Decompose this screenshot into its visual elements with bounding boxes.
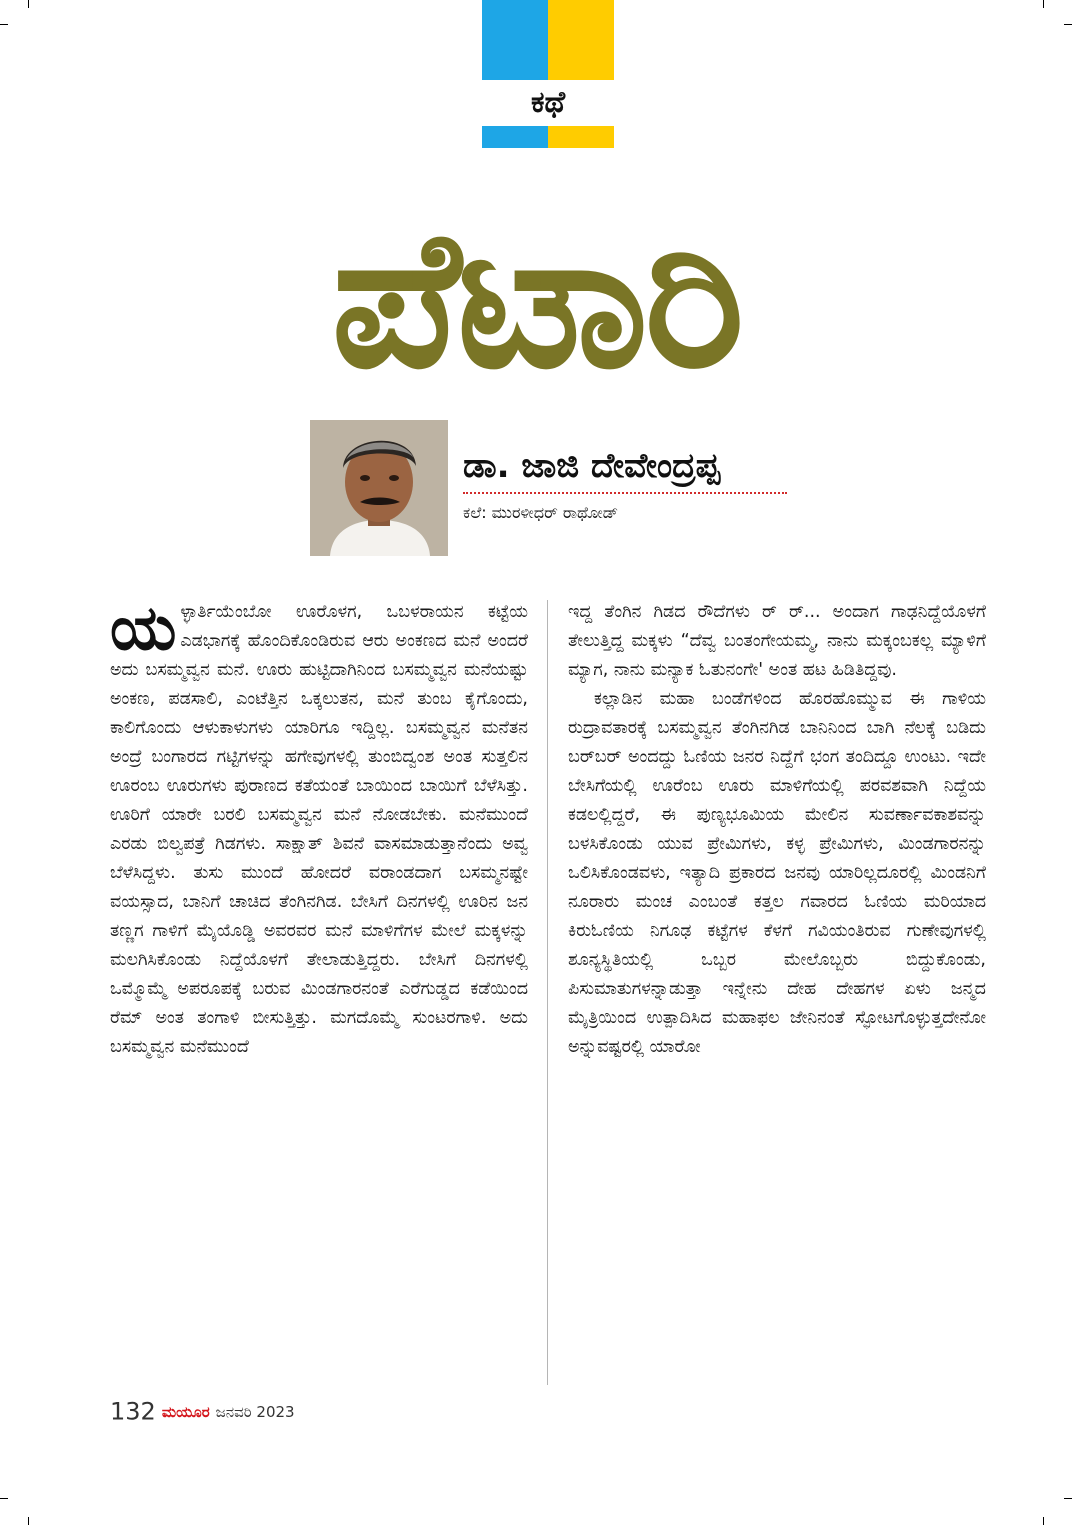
crop-mark (1043, 1517, 1044, 1525)
body-text: ಳ್ಳಾರ್ತಿಯೆಂಬೋ ಊರೊಳಗ, ಒಬಳರಾಯನ ಕಟ್ಟೆಯ ಎಡಭಾಗಕ್ಕೆ ಹೊಂದಿಕೊಂಡಿರುವ ಆರು ಅಂಕಣದ ಮನೆ ಅಂದರೆ ಅದು ಬಸಮ್ಮವ್ವನ ಮನೆ. ಊರು ಹುಟ್ಟಿದಾಗಿನಿಂದ ಬಸಮ್ಮವ್ವನ ಮನೆಯಷ್ಟು ಅಂಕಣ, ಪಡಸಾಲಿ, ಎಂಟೆತ್ತಿನ ಒಕ್ಕಲುತನ, ಮನೆ ತುಂಬ ಕೈಗೊಂದು, ಕಾಲಿಗೊಂದು ಆಳುಕಾಳುಗಳು ಯಾರಿಗೂ ಇದ್ದಿಲ್ಲ. ಬಸಮ್ಮವ್ವನ ಮನೆತನ ಅಂದ್ರೆ ಬಂಗಾರದ ಗಟ್ಟಿಗಳನ್ನು ಹಗೇವುಗಳಲ್ಲಿ ತುಂಬಿದ್ವಂಶ ಅಂತ ಸುತ್ತಲಿನ ಊರಂಬ ಊರುಗಳು ಪುರಾಣದ ಕತೆಯಂತೆ ಬಾಯಿಂದ ಬಾಯಿಗೆ ಬೆಳೆಸಿತ್ತು. ಊರಿಗೆ ಯಾರೇ ಬರಲಿ ಬಸಮ್ಮವ್ವನ ಮನೆ ನೋಡಬೇಕು. ಮನೆಮುಂದೆ ಎರಡು ಬಿಲ್ವಪತ್ರೆ ಗಿಡಗಳು. ಸಾಕ್ಷಾತ್ ಶಿವನೆ ವಾಸಮಾಡುತ್ತಾನೆಂದು ಅವ್ವ ಬೆಳೆಸಿದ್ದಳು. ತುಸು ಮುಂದೆ ಹೋದರೆ ವರಾಂಡದಾಗ ಬಸಮ್ಮನಷ್ಟೇ ವಯಸ್ಸಾದ, ಬಾನಿಗೆ ಚಾಚಿದ ತೆಂಗಿನಗಿಡ. ಬೇಸಿಗೆ ದಿನಗಳಲ್ಲಿ ಊರಿನ ಜನ ತಣ್ಣಗ ಗಾಳಿಗೆ ಮೈಯೊಡ್ಡಿ ಅವರವರ ಮನೆ ಮಾಳಿಗೆಗಳ ಮೇಲೆ ಮಕ್ಕಳನ್ನು ಮಲಗಿಸಿಕೊಂಡು ನಿದ್ದೆಯೊಳಗೆ ತೇಲಾಡುತ್ತಿದ್ದರು. ಬೇಸಿಗೆ ದಿನಗಳಲ್ಲಿ ಒಮ್ಮೊಮ್ಮೆ ಅಪರೂಪಕ್ಕೆ ಬರುವ ಮಿಂಡಗಾರನಂತೆ ಎರೆಗುಡ್ಡದ ಕಡೆಯಿಂದ ರೆಮ್ ಅಂತ ತಂಗಾಳಿ ಬೀಸುತ್ತಿತ್ತು. ಮಗದೊಮ್ಮೆ ಸುಂಟರಗಾಳಿ. ಅದು ಬಸಮ್ಮವ್ವನ ಮನೆಮುಂದೆ (110, 602, 528, 1057)
crop-mark (1043, 0, 1044, 8)
story-title: ಪೆಟಾರಿ (331, 189, 741, 410)
crop-mark (0, 24, 8, 25)
page-number: 132 (110, 1397, 156, 1426)
body-column-left (110, 591, 528, 1062)
logo-blue-bar (482, 126, 548, 148)
logo-yellow-bar (548, 126, 614, 148)
author-name: ಡಾ. ಜಾಜಿ ದೇವೇಂದ್ರಪ್ಪ (463, 446, 720, 486)
crop-mark (28, 1517, 29, 1525)
magazine-name: ಮಯೂರ (161, 1402, 210, 1421)
drop-cap: ಯ (110, 591, 177, 664)
body-paragraph: ಇದ್ದ ತೆಂಗಿನ ಗಿಡದ ರೌದೆಗಳು ರ್ ರ್... ಅಂದಾಗ ಗಾಢನಿದ್ದೆಯೊಳಗೆ ತೇಲುತ್ತಿದ್ದ ಮಕ್ಕಳು “ದೆವ್ವ ಬಂತಂಗೇಯಮ್ಮ, ನಾನು ಮಕ್ಕಂಬಕಲ್ಲ ಮ್ಯಾಳಿಗೆ ಮ್ಯಾಗ, ನಾನು ಮನ್ಯಾಕ ಓತುನಂಗೇ' ಅಂತ ಹಟ ಹಿಡಿತಿದ್ದವು. (568, 602, 986, 680)
crop-mark (28, 0, 29, 8)
logo-yellow-block (548, 0, 614, 80)
section-label: ಕಥೆ (530, 85, 566, 120)
illustration-credit: ಕಲೆ: ಮುರಳೀಧರ್ ರಾಥೋಡ್ (463, 503, 619, 522)
body-column-right (568, 598, 986, 1062)
body-paragraph: ಕಲ್ಲಾಡಿನ ಮಹಾ ಬಂಡೆಗಳಿಂದ ಹೊರಹೊಮ್ಮುವ ಈ ಗಾಳಿಯ ರುದ್ರಾವತಾರಕ್ಕೆ ಬಸಮ್ಮವ್ವನ ತೆಂಗಿನಗಿಡ ಬಾನಿನಿಂದ ಬಾಗಿ ನೆಲಕ್ಕೆ ಬಡಿದು ಬರ್‌ಬರ್ ಅಂದದ್ದು ಓಣಿಯ ಜನರ ನಿದ್ದೆಗೆ ಭಂಗ ತಂದಿದ್ದೂ ಉಂಟು. ಇದೇ ಬೇಸಿಗೆಯಲ್ಲಿ ಊರೆಂಬ ಊರು ಮಾಳಿಗೆಯಲ್ಲಿ ಪರವಶವಾಗಿ ನಿದ್ದೆಯ ಕಡಲಲ್ಲಿದ್ದರೆ, ಈ ಪುಣ್ಯಭೂಮಿಯ ಮೇಲಿನ ಸುವರ್ಣಾವಕಾಶವನ್ನು ಬಳಸಿಕೊಂಡು ಯುವ ಪ್ರೇಮಿಗಳು, ಕಳ್ಳ ಪ್ರೇಮಿಗಳು, ಮಿಂಡಗಾರನನ್ನು ಒಲಿಸಿಕೊಂಡವಳು, ಇತ್ಯಾದಿ ಪ್ರಕಾರದ ಜನವು ಯಾರಿಲ್ಲದೂರಲ್ಲಿ ಮಿಂಡನಿಗೆ ನೂರಾರು ಮಂಚ ಎಂಬಂತೆ ಕತ್ತಲ ಗವಾರದ ಓಣಿಯ ಮರಿಯಾದ ಕಿರುಓಣಿಯ ನಿಗೂಢ ಕಟ್ಟೆಗಳ ಕೆಳಗೆ ಗವಿಯಂತಿರುವ ಗುಣೇವುಗಳಲ್ಲಿ ಶೂನ್ಯಸ್ಥಿತಿಯಲ್ಲಿ ಒಬ್ಬರ ಮೇಲೊಬ್ಬರು ಬಿದ್ದುಕೊಂಡು, ಪಿಸುಮಾತುಗಳನ್ನಾಡುತ್ತಾ ಇನ್ನೇನು ದೇಹ ದೇಹಗಳ ಏಳು ಜನ್ಮದ ಮೈತ್ರಿಯಿಂದ ಉತ್ಪಾದಿಸಿದ ಮಹಾಫಲ ಜೇನಿನಂತೆ ಸ್ಫೋಟಗೊಳ್ಳುತ್ತದೇನೋ ಅನ್ನುವಷ್ಟರಲ್ಲಿ ಯಾರೋ (568, 689, 986, 1057)
author-dotted-divider (463, 492, 787, 494)
body-paragraph (110, 591, 528, 1062)
page-footer (110, 1394, 295, 1428)
issue-date: ಜನವರಿ 2023 (215, 1402, 295, 1421)
crop-mark (1064, 24, 1072, 25)
section-logo (482, 0, 614, 148)
logo-blue-block (482, 0, 548, 80)
crop-mark (0, 1498, 8, 1499)
crop-mark (1064, 1498, 1072, 1499)
column-divider (547, 600, 548, 1385)
author-portrait-icon (310, 420, 448, 556)
author-photo (310, 420, 448, 556)
